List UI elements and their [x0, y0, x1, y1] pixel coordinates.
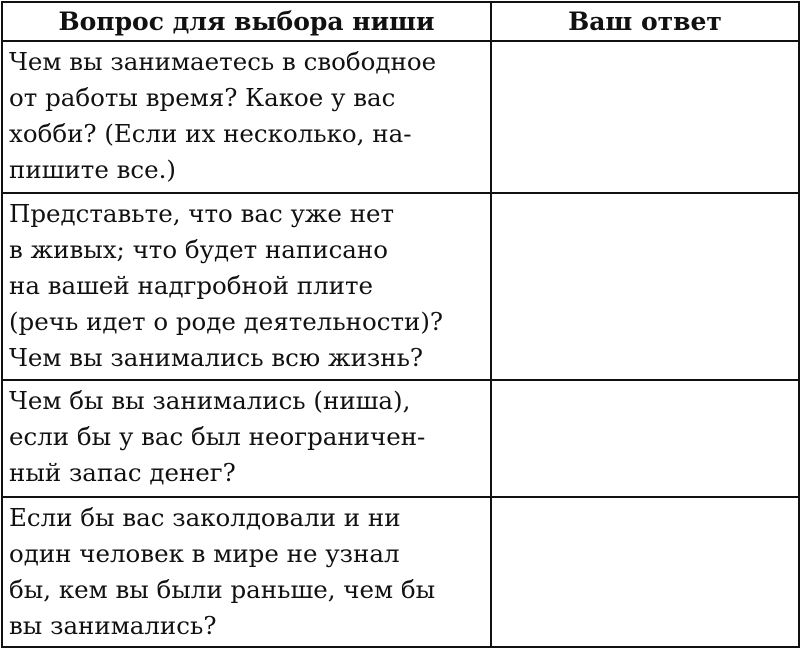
question-cell: Представьте, что вас уже нет в живых; что будет написано на вашей надгробной плите (речь идет о роде деятельности)? Чем вы занимались всю жизнь? — [2, 193, 491, 380]
question-cell: Если бы вас заколдовали и ни один человек в мире не узнал бы, кем вы были раньше, чем бы вы занимались? — [2, 497, 491, 647]
table-row — [2, 497, 799, 647]
table-header-row — [2, 2, 799, 41]
answer-column-header: Ваш ответ — [491, 2, 799, 41]
table-row — [2, 193, 799, 380]
niche-question-table — [1, 1, 800, 648]
question-column-header: Вопрос для выбора ниши — [2, 2, 491, 41]
question-cell: Чем бы вы занимались (ниша), если бы у вас был неограничен- ный запас денег? — [2, 380, 491, 497]
answer-cell[interactable] — [491, 380, 799, 497]
answer-cell[interactable] — [491, 497, 799, 647]
table-row — [2, 41, 799, 193]
table-row — [2, 380, 799, 497]
answer-cell[interactable] — [491, 193, 799, 380]
question-cell: Чем вы занимаетесь в свободное от работы время? Какое у вас хобби? (Если их несколько, на- пишите все.) — [2, 41, 491, 193]
answer-cell[interactable] — [491, 41, 799, 193]
